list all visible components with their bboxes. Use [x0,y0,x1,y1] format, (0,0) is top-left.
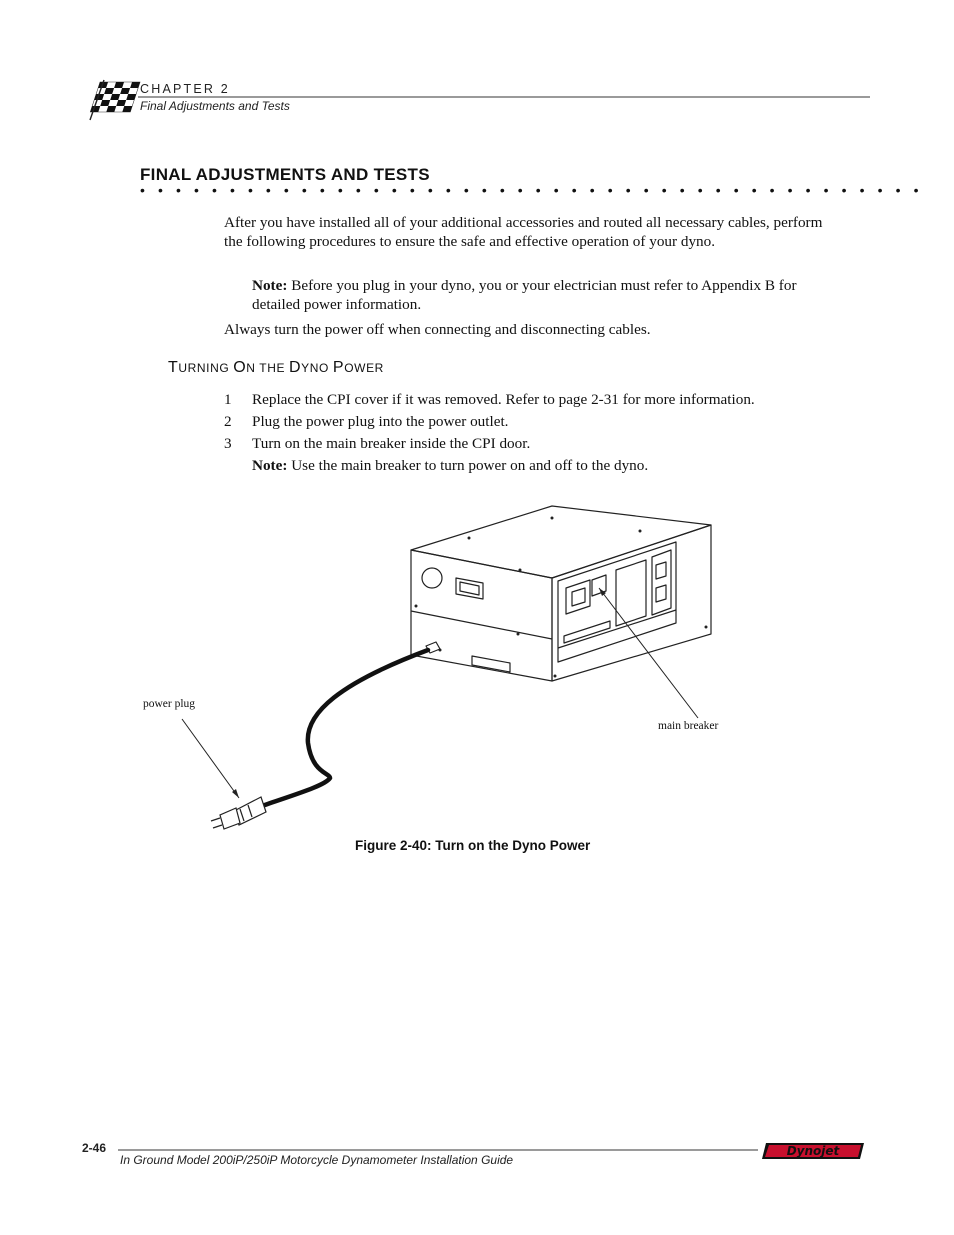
power-cable [262,650,428,806]
step-text: Turn on the main breaker inside the CPI door. [252,435,531,452]
guide-title: In Ground Model 200iP/250iP Motorcycle Dynamometer Installation Guide [120,1153,514,1167]
step-text: Replace the CPI cover if it was removed. Refer to page 2-31 for more information. [252,391,755,408]
step-item [224,434,530,453]
chapter-subtitle: Final Adjustments and Tests [140,99,290,113]
step-item [224,390,755,409]
leader-main-breaker [599,588,698,718]
chapter-label: CHAPTER 2 [140,82,230,96]
footer-divider [118,1149,758,1151]
vent-circle [422,568,442,588]
dotted-divider: • • • • • • • • • • • • • • • • • • • • • • • • • • • • • • • • • • • • • • • • • • • • [140,182,924,198]
step-item [224,412,508,431]
step-text: Plug the power plug into the power outlet. [252,413,509,430]
cpi-cabinet-illustration [140,498,880,838]
step-number: 1 [224,391,232,408]
page-number: 2-46 [82,1141,107,1155]
label-main-breaker: main breaker [658,720,719,732]
note-power-info [252,276,812,314]
note-label: Note: [252,457,288,474]
section-title: FINAL ADJUSTMENTS AND TESTS [140,165,430,184]
power-plug-icon [211,797,266,829]
step-number: 2 [224,413,232,430]
svg-text:Dynojet: Dynojet [786,1144,840,1158]
label-power-plug: power plug [143,698,196,710]
dynojet-logo [760,1141,866,1161]
power-off-paragraph: Always turn the power off when connecting and disconnecting cables. [224,321,651,338]
cabinet-front-face [552,525,711,681]
figure-caption: Figure 2-40: Turn on the Dyno Power [355,838,591,853]
note-label: Note: [252,277,288,294]
subsection-title: TURNING ON THE DYNO POWER [168,359,384,376]
note-main-breaker [252,456,812,475]
checkered-flag-icon [82,76,134,122]
step-number: 3 [224,435,232,452]
header-divider [138,96,870,98]
note-text: Use the main breaker to turn power on and off to the dyno. [291,457,649,474]
leader-power-plug [182,719,239,798]
cpi-door-opening [558,542,676,662]
note-text: Before you plug in your dyno, you or your electrician must refer to Appendix B for detailed power information. [252,277,797,313]
intro-paragraph: After you have installed all of your additional accessories and routed all necessary cables, perform the following procedures to ensure the safe and effective operation of your dyno. [224,214,823,250]
